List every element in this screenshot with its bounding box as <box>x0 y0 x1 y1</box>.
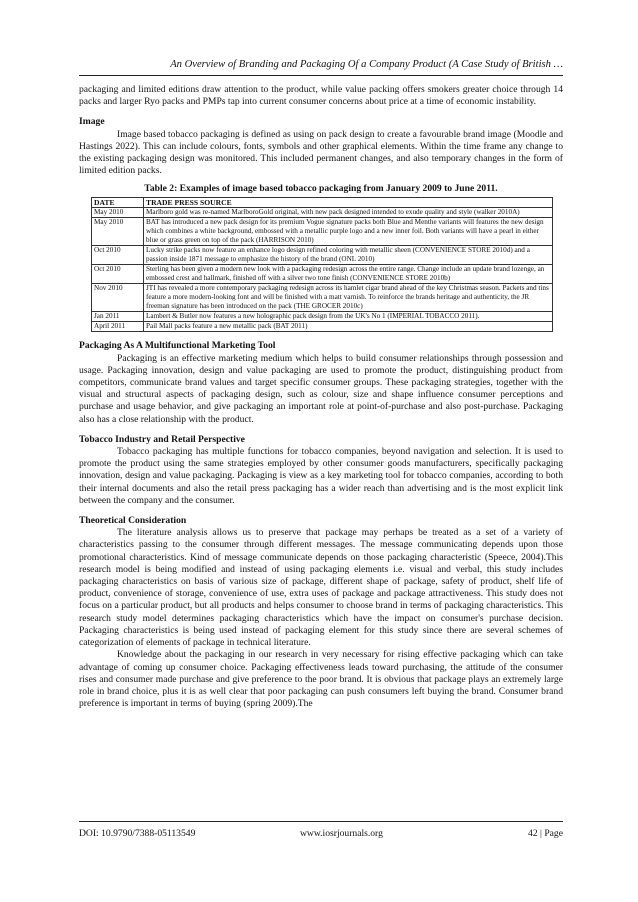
row-source: JTI has revealed a more contemporary packaging redesign across its hamlet cigar brand ahead of the key Christmas season. Packets and tins feature a more modern-looking font and will be finished with a matt varnish. To reinforce the brands heritage and authenticity, the JR freeman signature has been introduced on the pack (THE GROCER 2010c) <box>144 284 553 312</box>
intro-paragraph: packaging and limited editions draw attention to the product, while value packing offers smokers greater choice through 14 packs and larger Ryo packs and PMPs tap into current consumer concerns about price at a time of economic instability. <box>79 84 563 108</box>
packaging-table <box>91 197 553 332</box>
table-row <box>92 322 553 332</box>
row-source: Lambert & Butler now features a new holographic pack design from the UK's No 1 (IMPERIAL TOBACCO 2011). <box>144 312 553 322</box>
footer-website: www.iosrjournals.org <box>300 828 383 839</box>
running-title: An Overview of Branding and Packaging Of a Company Product (A Case Study of British … <box>170 59 563 70</box>
column-header-date: DATE <box>92 198 144 208</box>
article-body <box>79 84 563 710</box>
row-date: May 2010 <box>92 208 144 218</box>
row-source: Marlboro gold was re-named MarlboroGold original, with new pack designed intended to exude quality and style (walker 2010A) <box>144 208 553 218</box>
section-heading-tobacco-industry: Tobacco Industry and Retail Perspective <box>79 433 245 445</box>
row-source: BAT has introduced a new pack design for its premium Vogue signature packs both Blue and Menthe variants will features the new design which combines a white background, embossed with a metallic purple logo and a new inner foil. Both variants will have a pearl in either blue or grass green on top of the pack (HARRISON 2010) <box>144 218 553 246</box>
table-caption: Table 2: Examples of image based tobacco packaging from January 2009 to June 2011. <box>144 183 498 195</box>
marketing-tool-paragraph: Packaging is an effective marketing medium which helps to build consumer relationships through possession and usage. Packaging innovation, design and value packaging are used to promote the product, distinguishing product from competitors, communicate brand values and target specific consumer groups. These packaging strategies, together with the visual and structural aspects of packaging design, such as colour, size and shape influence consumer perceptions and purchase and usage behavior, and give packaging an important role at point-of-purchase and also post-purchase. Packaging also has a close relationship with the product. <box>79 352 563 425</box>
section-heading-image: Image <box>79 116 105 128</box>
header-rule <box>79 75 563 76</box>
image-paragraph: Image based tobacco packaging is defined as using on pack design to create a favourable brand image (Moodle and Hastings 2022). This can include colours, fonts, symbols and other graphical elements. Within the time frame any change to the existing packaging design was monitored. This included permanent changes, and also temporary changes in the form of limited edition packs. <box>79 128 563 177</box>
theoretical-paragraph-2: Knowledge about the packaging in our research in very necessary for rising effective packaging which can take advantage of coming up consumer choice. Packaging effectiveness leads toward purchasing, the attitude of the consumer rises and consumer made purchase and give preference to the poor brand. It is obvious that package plays an extremely large role in brand choice, plus it is as well clear that poor packaging can push consumers left buying the brand. Consumer brand preference is important in terms of buying (spring 2009).The <box>79 649 563 710</box>
section-heading-theoretical: Theoretical Consideration <box>79 515 187 527</box>
row-date: May 2010 <box>92 218 144 246</box>
table-row <box>92 208 553 218</box>
table-row <box>92 284 553 312</box>
table-row <box>92 246 553 265</box>
row-date: Jan 2011 <box>92 312 144 322</box>
row-source: Pail Mall packs feature a new metallic pack (BAT 2011) <box>144 322 553 332</box>
row-date: Oct 2010 <box>92 265 144 284</box>
section-heading-marketing-tool: Packaging As A Multifunctional Marketing Tool <box>79 340 276 352</box>
footer-doi: DOI: 10.9790/7388-05113549 <box>79 828 196 839</box>
footer-page-number: 42 | Page <box>528 828 563 839</box>
tobacco-industry-paragraph: Tobacco packaging has multiple functions for tobacco companies, beyond navigation and selection. It is used to promote the product using the same strategies employed by other consumer goods manufacturers, specifically packaging innovation, design and value packaging. Packaging is view as a key marketing tool for tobacco companies, according to both their internal documents and also the retail press packaging has a wider reach than advertising and is the most explicit link between the company and the consumer. <box>79 446 563 506</box>
row-source: Sterling has been given a modern new look with a packaging redesign across the entire range. Change include an update brand lozenge, an embossed crest and hallmark, finished off with a silver two tone finish (CONVENIENCE STORE 2010b) <box>144 265 553 284</box>
row-date: Oct 2010 <box>92 246 144 265</box>
table-row <box>92 312 553 322</box>
table-row <box>92 265 553 284</box>
column-header-source: TRADE PRESS SOURCE <box>144 198 553 208</box>
theoretical-paragraph-1: The literature analysis allows us to preserve that package may perhaps be treated as a set of a variety of characteristics passing to the consumer through different messages. The message communicating depends upon those promotional characteristics. Kind of message communicate depends on those packaging characteristic (Speece, 2004).This research model is being modified and instead of using packaging elements i.e. visual and verbal, this study includes packaging characteristics on basis of various size of package, different shape of package, safety of product, shelf life of product, convenience of storage, convenience of use, extra uses of package and package attractiveness. This study does not focus on a particular product, but all products and helps consumer to choose brand in terms of packaging characteristics. This research study model determines packaging characteristics which have the impact on consumer's purchase decision. Packaging characteristics is being used instead of packaging element for this study since there are several schemes of categorization of elements of package in technical literature. <box>79 527 563 649</box>
table-row <box>92 218 553 246</box>
row-date: Nov 2010 <box>92 284 144 312</box>
table-header-row <box>92 198 553 208</box>
row-date: April 2011 <box>92 322 144 332</box>
footer-rule <box>79 821 563 822</box>
row-source: Lucky strike packs now feature an enhance logo design refined coloring with metallic sheen (CONVENIENCE STORE 2010d) and a passion inside 1871 message to emphasize the history of the brand (ONL 2010) <box>144 246 553 265</box>
